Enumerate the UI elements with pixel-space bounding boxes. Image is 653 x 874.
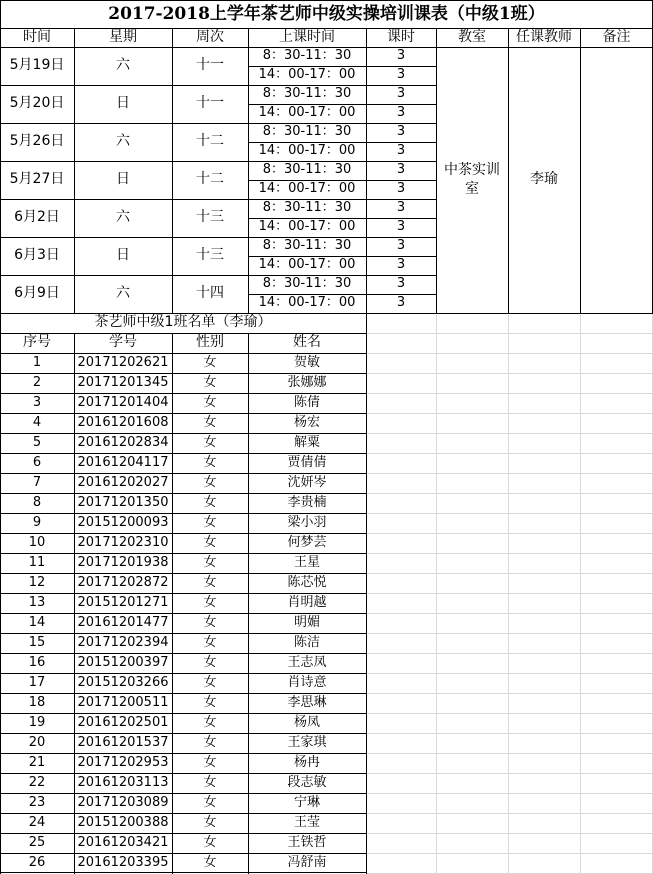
- roster-row-number: 22: [28, 774, 46, 790]
- gridline: [366, 693, 653, 694]
- gridline: [508, 313, 509, 874]
- schedule-date: 5月26日: [9, 133, 65, 150]
- schedule-date: 6月9日: [14, 285, 60, 302]
- roster-gender: 女: [203, 474, 217, 490]
- roster-name: 王志凤: [287, 654, 327, 670]
- roster-row-number: 19: [28, 714, 46, 730]
- roster-name: 杨冉: [293, 754, 320, 770]
- roster-student-id: 20151203266: [77, 674, 169, 690]
- schedule-week: 十一: [196, 57, 224, 74]
- roster-row-number: 24: [28, 814, 46, 830]
- gridline: [366, 493, 653, 494]
- roster-name: 贺敏: [293, 354, 320, 370]
- roster-row-number: 6: [32, 454, 42, 470]
- roster-gender: 女: [203, 714, 217, 730]
- roster-name: 沈妍岑: [287, 474, 327, 490]
- roster-gender: 女: [203, 614, 217, 630]
- gridline: [366, 393, 653, 394]
- roster-name: 杨宏: [293, 414, 320, 430]
- schedule-weekday: 日: [116, 247, 130, 264]
- roster-name: 陈洁: [293, 634, 320, 650]
- schedule-time-morning: 8：30-11：30: [262, 48, 352, 64]
- roster-student-id: 20171202394: [77, 634, 169, 650]
- schedule-header-cell: 时间: [23, 29, 51, 46]
- roster-student-id: 20171201938: [77, 554, 169, 570]
- roster-name: 李思琳: [287, 694, 327, 710]
- schedule-classroom: 中茶实训室: [444, 162, 500, 197]
- roster-gender: 女: [203, 654, 217, 670]
- roster-row-number: 12: [28, 574, 46, 590]
- border-line: [436, 313, 653, 314]
- schedule-header-cell: 上课时间: [279, 29, 335, 46]
- gridline: [366, 513, 653, 514]
- roster-gender: 女: [203, 574, 217, 590]
- gridline: [366, 613, 653, 614]
- roster-gender: 女: [203, 734, 217, 750]
- schedule-time-afternoon: 14：00-17：00: [258, 67, 356, 83]
- roster-gender: 女: [203, 694, 217, 710]
- roster-row-number: 11: [28, 554, 46, 570]
- schedule-hours-afternoon: 3: [396, 219, 406, 235]
- roster-gender: 女: [203, 454, 217, 470]
- roster-student-id: 20171201345: [77, 374, 169, 390]
- schedule-header-cell: 备注: [602, 29, 631, 46]
- schedule-weekday: 六: [116, 57, 130, 74]
- schedule-date: 5月20日: [9, 95, 65, 112]
- gridline: [366, 853, 653, 854]
- roster-header-cell: 性别: [196, 334, 224, 351]
- schedule-date: 6月3日: [14, 247, 60, 264]
- schedule-hours-morning: 3: [396, 238, 406, 254]
- schedule-week: 十二: [196, 171, 224, 188]
- roster-student-id: 20161202834: [77, 434, 169, 450]
- schedule-header-cell: 任课教师: [516, 29, 572, 46]
- roster-name: 肖诗意: [287, 674, 327, 690]
- roster-row-number: 23: [28, 794, 46, 810]
- roster-student-id: 20171202310: [77, 534, 169, 550]
- roster-gender: 女: [203, 774, 217, 790]
- schedule-week: 十二: [196, 133, 224, 150]
- schedule-time-morning: 8：30-11：30: [262, 162, 352, 178]
- roster-row-number: 17: [28, 674, 46, 690]
- schedule-header-cell: 教室: [458, 29, 486, 46]
- gridline: [366, 713, 653, 714]
- schedule-week: 十三: [196, 247, 224, 264]
- roster-student-id: 20161203421: [77, 834, 169, 850]
- roster-student-id: 20161204117: [77, 454, 169, 470]
- schedule-hours-afternoon: 3: [396, 257, 406, 273]
- roster-gender: 女: [203, 834, 217, 850]
- roster-student-id: 20161203113: [77, 774, 169, 790]
- roster-gender: 女: [203, 754, 217, 770]
- schedule-time-morning: 8：30-11：30: [262, 238, 352, 254]
- gridline: [366, 353, 653, 354]
- roster-name: 陈芯悦: [287, 574, 327, 590]
- schedule-time-afternoon: 14：00-17：00: [258, 181, 356, 197]
- schedule-time-morning: 8：30-11：30: [262, 200, 352, 216]
- roster-gender: 女: [203, 814, 217, 830]
- gridline: [580, 313, 581, 874]
- roster-student-id: 20151200388: [77, 814, 169, 830]
- schedule-header-cell: 星期: [109, 29, 137, 46]
- roster-gender: 女: [203, 794, 217, 810]
- roster-name: 冯舒南: [287, 854, 327, 870]
- schedule-hours-afternoon: 3: [396, 181, 406, 197]
- schedule-weekday: 日: [116, 171, 130, 188]
- schedule-weekday: 六: [116, 209, 130, 226]
- gridline: [366, 793, 653, 794]
- gridline: [366, 533, 653, 534]
- roster-gender: 女: [203, 534, 217, 550]
- roster-name: 陈倩: [293, 394, 320, 410]
- roster-header-cell: 学号: [109, 334, 137, 351]
- roster-gender: 女: [203, 434, 217, 450]
- roster-name: 杨凤: [293, 714, 320, 730]
- roster-name: 王铁哲: [287, 834, 327, 850]
- roster-gender: 女: [203, 374, 217, 390]
- schedule-week: 十四: [196, 285, 224, 302]
- roster-row-number: 14: [28, 614, 46, 630]
- roster-name: 李贵楠: [287, 494, 327, 510]
- schedule-hours-afternoon: 3: [396, 143, 406, 159]
- schedule-weekday: 六: [116, 133, 130, 150]
- roster-header-cell: 姓名: [293, 334, 321, 351]
- schedule-date: 6月2日: [14, 209, 60, 226]
- schedule-time-afternoon: 14：00-17：00: [258, 219, 356, 235]
- roster-gender: 女: [203, 634, 217, 650]
- roster-row-number: 26: [28, 854, 46, 870]
- schedule-weekday: 日: [116, 95, 130, 112]
- schedule-date: 5月19日: [9, 57, 65, 74]
- roster-row-number: 2: [32, 374, 42, 390]
- schedule-hours-afternoon: 3: [396, 105, 406, 121]
- page-title: 2017-2018上学年茶艺师中级实操培训课表（中级1班）: [108, 3, 545, 24]
- schedule-time-morning: 8：30-11：30: [262, 86, 352, 102]
- roster-name: 解粟: [293, 434, 320, 450]
- roster-name: 贾倩倩: [287, 454, 327, 470]
- schedule-hours-morning: 3: [396, 200, 406, 216]
- schedule-week: 十三: [196, 209, 224, 226]
- roster-student-id: 20161201608: [77, 414, 169, 430]
- roster-gender: 女: [203, 554, 217, 570]
- gridline: [366, 373, 653, 374]
- schedule-time-morning: 8：30-11：30: [262, 276, 352, 292]
- roster-row-number: 1: [32, 354, 42, 370]
- schedule-time-morning: 8：30-11：30: [262, 124, 352, 140]
- roster-row-number: 25: [28, 834, 46, 850]
- gridline: [366, 573, 653, 574]
- roster-student-id: 20171202621: [77, 354, 169, 370]
- gridline: [366, 553, 653, 554]
- schedule-time-afternoon: 14：00-17：00: [258, 257, 356, 273]
- roster-name: 王家琪: [287, 734, 327, 750]
- gridline: [366, 773, 653, 774]
- roster-student-id: 20171203089: [77, 794, 169, 810]
- roster-gender: 女: [203, 354, 217, 370]
- roster-gender: 女: [203, 414, 217, 430]
- roster-gender: 女: [203, 674, 217, 690]
- gridline: [366, 813, 653, 814]
- roster-student-id: 20151201271: [77, 594, 169, 610]
- gridline: [366, 593, 653, 594]
- schedule-date: 5月27日: [9, 171, 65, 188]
- gridline: [366, 473, 653, 474]
- roster-row-number: 9: [32, 514, 42, 530]
- schedule-notes: [580, 47, 653, 313]
- roster-gender: 女: [203, 394, 217, 410]
- roster-name: 宁琳: [293, 794, 320, 810]
- roster-gender: 女: [203, 494, 217, 510]
- roster-gender: 女: [203, 514, 217, 530]
- gridline: [436, 313, 437, 874]
- roster-name: 段志敏: [287, 774, 327, 790]
- schedule-header-cell: 周次: [196, 29, 224, 46]
- roster-student-id: 20171201404: [77, 394, 169, 410]
- schedule-header-cell: 课时: [387, 29, 415, 46]
- gridline: [366, 633, 653, 634]
- roster-student-id: 20171200511: [77, 694, 169, 710]
- schedule-time-afternoon: 14：00-17：00: [258, 105, 356, 121]
- roster-student-id: 20151200397: [77, 654, 169, 670]
- schedule-hours-morning: 3: [396, 48, 406, 64]
- gridline: [366, 413, 653, 414]
- roster-row-number: 3: [32, 394, 42, 410]
- roster-name: 张娜娜: [287, 374, 327, 390]
- gridline: [366, 453, 653, 454]
- roster-row-number: 8: [32, 494, 42, 510]
- roster-row-number: 15: [28, 634, 46, 650]
- roster-row-number: 21: [28, 754, 46, 770]
- schedule-hours-morning: 3: [396, 124, 406, 140]
- roster-row-number: 4: [32, 414, 42, 430]
- schedule-teacher: 李瑜: [530, 171, 558, 188]
- gridline: [366, 673, 653, 674]
- schedule-hours-afternoon: 3: [396, 67, 406, 83]
- roster-row-number: 13: [28, 594, 46, 610]
- roster-student-id: 20161202501: [77, 714, 169, 730]
- gridline: [366, 733, 653, 734]
- schedule-hours-morning: 3: [396, 86, 406, 102]
- gridline: [366, 753, 653, 754]
- schedule-week: 十一: [196, 95, 224, 112]
- roster-name: 梁小羽: [287, 514, 327, 530]
- roster-student-id: 20161201537: [77, 734, 169, 750]
- roster-name: 王莹: [293, 814, 320, 830]
- roster-name: 肖明越: [287, 594, 327, 610]
- schedule-hours-morning: 3: [396, 276, 406, 292]
- roster-gender: 女: [203, 594, 217, 610]
- roster-student-id: 20161201477: [77, 614, 169, 630]
- roster-row-number: 7: [32, 474, 42, 490]
- roster-student-id: 20161203395: [77, 854, 169, 870]
- roster-title: 茶艺师中级1班名单（李瑜）: [94, 314, 272, 331]
- schedule-time-afternoon: 14：00-17：00: [258, 143, 356, 159]
- roster-row-number: 5: [32, 434, 42, 450]
- roster-student-id: 20151200093: [77, 514, 169, 530]
- roster-name: 何梦芸: [287, 534, 327, 550]
- gridline: [366, 433, 653, 434]
- roster-student-id: 20171202953: [77, 754, 169, 770]
- gridline: [366, 333, 653, 334]
- roster-student-id: 20171202872: [77, 574, 169, 590]
- border-line: [366, 313, 367, 874]
- roster-row-number: 18: [28, 694, 46, 710]
- roster-row-number: 10: [28, 534, 46, 550]
- roster-gender: 女: [203, 854, 217, 870]
- roster-name: 王星: [293, 554, 320, 570]
- schedule-weekday: 六: [116, 285, 130, 302]
- roster-row-number: 20: [28, 734, 46, 750]
- schedule-time-afternoon: 14：00-17：00: [258, 295, 356, 311]
- schedule-hours-morning: 3: [396, 162, 406, 178]
- roster-header-cell: 序号: [23, 334, 51, 351]
- roster-name: 明媚: [293, 614, 320, 630]
- roster-student-id: 20161202027: [77, 474, 169, 490]
- gridline: [366, 653, 653, 654]
- roster-student-id: 20171201350: [77, 494, 169, 510]
- schedule-hours-afternoon: 3: [396, 295, 406, 311]
- roster-row-number: 16: [28, 654, 46, 670]
- gridline: [366, 833, 653, 834]
